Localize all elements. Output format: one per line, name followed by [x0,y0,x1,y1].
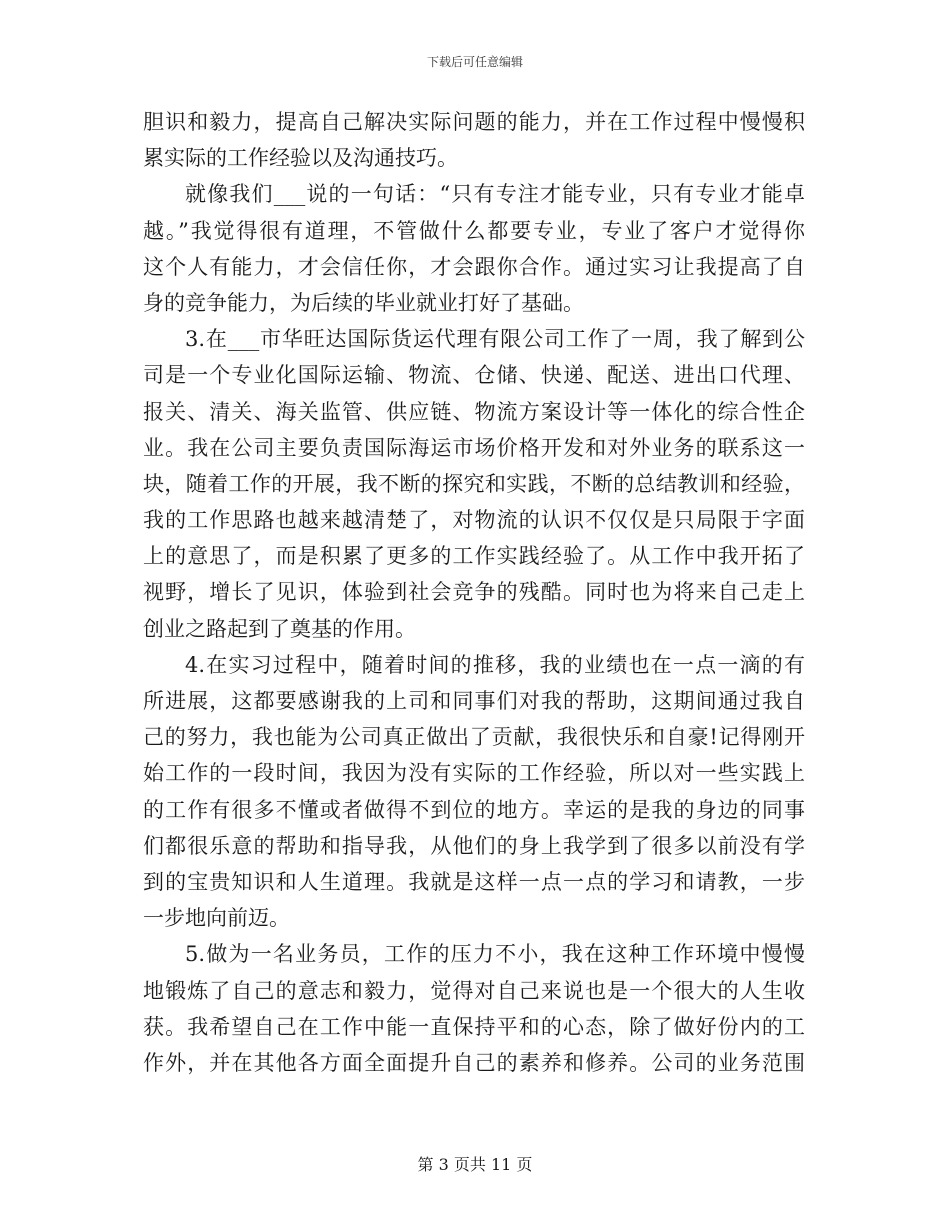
text-line: 地锻炼了自己的意志和毅力，觉得对自己来说也是一个很大的人生收 [143,978,805,1003]
text-line: 上的意思了，而是积累了更多的工作实践经验了。从工作中我开拓了 [143,544,805,569]
text-line: 块，随着工作的开展，我不断的探究和实践，不断的总结教训和经验， [143,471,805,496]
text-line: 己的努力，我也能为公司真正做出了贡献，我很快乐和自豪!记得刚开 [143,725,805,750]
text-line: 始工作的一段时间，我因为没有实际的工作经验，所以对一些实践上 [143,761,805,786]
text-line: 视野，增长了见识，体验到社会竞争的残酷。同时也为将来自己走上 [143,580,805,605]
text-line: 创业之路起到了奠基的作用。 [143,616,416,641]
text-line: 我的工作思路也越来越清楚了，对物流的认识不仅仅是只局限于字面 [143,508,805,533]
text-line: 4.在实习过程中，随着时间的推移，我的业绩也在一点一滴的有 [185,652,805,677]
text-line: 报关、清关、海关监管、供应链、物流方案设计等一体化的综合性企 [143,399,805,424]
text-line: 5.做为一名业务员，工作的压力不小，我在这种工作环境中慢慢 [185,942,805,967]
text-line: 到的宝贵知识和人生道理。我就是这样一点一点的学习和请教，一步 [143,869,805,894]
text-line: 们都很乐意的帮助和指导我，从他们的身上我学到了很多以前没有学 [143,833,805,858]
text-line: 业。我在公司主要负责国际海运市场价格开发和对外业务的联系这一 [143,435,805,460]
text-line: 3.在___市华旺达国际货运代理有限公司工作了一周，我了解到公 [185,327,805,352]
text-line: 的工作有很多不懂或者做得不到位的地方。幸运的是我的身边的同事 [143,797,805,822]
text-line: 身的竞争能力，为后续的毕业就业打好了基础。 [143,290,584,315]
text-line: 越。”我觉得很有道理，不管做什么都要专业，专业了客户才觉得你 [143,218,805,243]
text-line: 累实际的工作经验以及沟通技巧。 [143,146,458,171]
text-line: 获。我希望自己在工作中能一直保持平和的心态，除了做好份内的工 [143,1014,805,1039]
text-line: 一步地向前迈。 [143,906,290,931]
page-header: 下载后可任意编辑 [426,55,523,69]
document-body [143,104,805,1081]
text-line: 所进展，这都要感谢我的上司和同事们对我的帮助，这期间通过我自 [143,689,805,713]
page-footer: 第 3 页共 11 页 [417,1155,533,1174]
text-line: 作外，并在其他各方面全面提升自己的素养和修养。公司的业务范围 [143,1050,805,1075]
text-line: 这个人有能力，才会信任你，才会跟你合作。通过实习让我提高了自 [143,254,805,279]
text-line: 胆识和毅力，提高自己解决实际问题的能力，并在工作过程中慢慢积 [143,110,805,134]
text-line: 司是一个专业化国际运输、物流、仓储、快递、配送、进出口代理、 [143,363,805,388]
text-line: 就像我们___说的一句话：“只有专注才能专业，只有专业才能卓 [185,182,805,207]
